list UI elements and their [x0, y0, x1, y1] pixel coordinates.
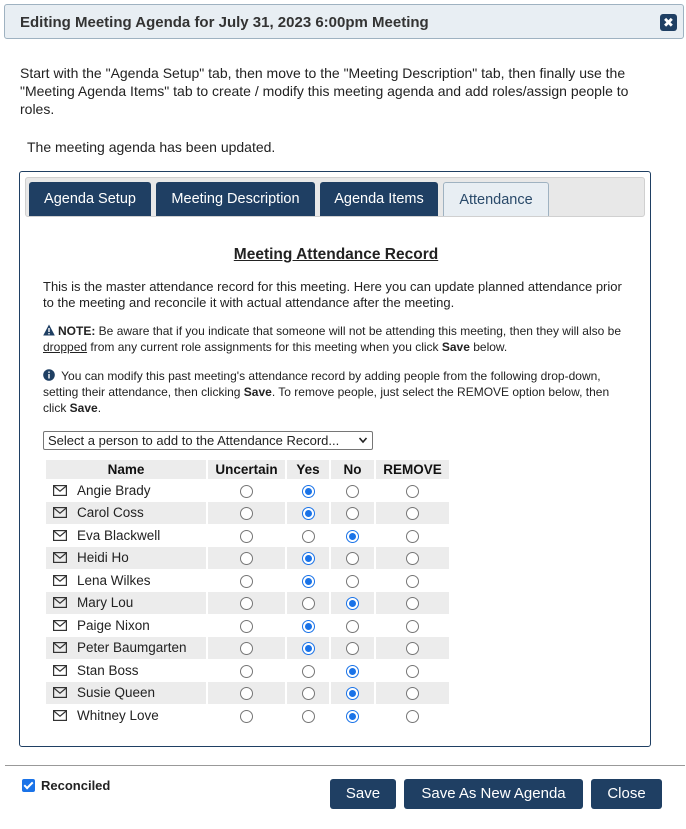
attendance-radio-remove[interactable]: [406, 552, 419, 565]
attendance-radio-no[interactable]: [346, 642, 359, 655]
radio-cell-yes: [287, 569, 329, 592]
attendance-radio-no[interactable]: [346, 575, 359, 588]
attendance-radio-uncertain[interactable]: [240, 485, 253, 498]
attendance-radio-uncertain[interactable]: [240, 530, 253, 543]
table-row: [46, 637, 449, 660]
attendance-radio-no[interactable]: [346, 530, 359, 543]
attendance-radio-uncertain[interactable]: [240, 642, 253, 655]
name-cell: [46, 547, 206, 570]
attendance-radio-yes[interactable]: [302, 665, 315, 678]
table-row: [46, 524, 449, 547]
radio-cell-yes: [287, 547, 329, 570]
person-name: Susie Queen: [77, 685, 156, 701]
close-button[interactable]: Close: [591, 779, 662, 809]
person-name: Heidi Ho: [77, 550, 129, 566]
person-name: Mary Lou: [77, 595, 134, 611]
chevron-down-icon: [358, 434, 368, 451]
attendance-radio-remove[interactable]: [406, 575, 419, 588]
radio-cell-yes: [287, 524, 329, 547]
radio-cell-remove: [376, 637, 449, 660]
save-button[interactable]: Save: [330, 779, 396, 809]
attendance-table: [44, 460, 451, 727]
table-row: [46, 682, 449, 705]
radio-cell-remove: [376, 479, 449, 502]
radio-cell-no: [331, 479, 374, 502]
save-as-new-agenda-button[interactable]: Save As New Agenda: [404, 779, 583, 809]
person-name: Angie Brady: [77, 482, 151, 498]
attendance-radio-uncertain[interactable]: [240, 552, 253, 565]
info-part: . To remove people, just select the REMOVE option below, then click: [43, 385, 610, 415]
radio-cell-uncertain: [208, 547, 285, 570]
column-header-name: Name: [46, 460, 206, 479]
radio-cell-remove: [376, 524, 449, 547]
attendance-radio-yes[interactable]: [302, 552, 315, 565]
mail-icon[interactable]: [53, 710, 67, 721]
name-cell: [46, 704, 206, 727]
mail-icon[interactable]: [53, 665, 67, 676]
table-row: [46, 704, 449, 727]
mail-icon[interactable]: [53, 552, 67, 563]
name-cell: [46, 502, 206, 525]
name-cell: [46, 569, 206, 592]
tab-attendance[interactable]: Attendance: [443, 182, 549, 216]
name-cell-content: [46, 550, 206, 565]
radio-cell-remove: [376, 502, 449, 525]
name-cell: [46, 637, 206, 660]
mail-icon[interactable]: [53, 620, 67, 631]
radio-cell-yes: [287, 682, 329, 705]
radio-cell-no: [331, 547, 374, 570]
name-cell-content: [46, 528, 206, 543]
attendance-radio-remove[interactable]: [406, 665, 419, 678]
attendance-radio-yes[interactable]: [302, 530, 315, 543]
column-header-yes: Yes: [287, 460, 329, 479]
attendance-radio-yes[interactable]: [302, 642, 315, 655]
tab-agenda-items[interactable]: Agenda Items: [320, 182, 438, 216]
name-cell-content: [46, 483, 206, 498]
attendance-radio-no[interactable]: [346, 552, 359, 565]
attendance-radio-yes[interactable]: [302, 687, 315, 700]
radio-cell-uncertain: [208, 479, 285, 502]
attendance-radio-uncertain[interactable]: [240, 687, 253, 700]
note-part: Be aware that if you indicate that someone will not be attending this meeting, then they will also be: [95, 324, 621, 338]
attendance-radio-uncertain[interactable]: [240, 620, 253, 633]
radio-cell-yes: [287, 479, 329, 502]
radio-cell-yes: [287, 637, 329, 660]
info-save-2: Save: [69, 401, 98, 415]
name-cell-content: [46, 618, 206, 633]
radio-cell-no: [331, 524, 374, 547]
attendance-radio-uncertain[interactable]: [240, 710, 253, 723]
attendance-radio-remove[interactable]: [406, 530, 419, 543]
attendance-radio-no[interactable]: [346, 687, 359, 700]
name-cell-content: [46, 685, 206, 700]
note-dropped: dropped: [43, 340, 88, 354]
footer-divider: [5, 765, 685, 766]
attendance-radio-no[interactable]: [346, 485, 359, 498]
info-part: You can modify this past meeting's attendance record by adding people from the following drop-down, setting their attendance, then clicking: [43, 369, 601, 399]
attendance-radio-remove[interactable]: [406, 620, 419, 633]
person-name: Eva Blackwell: [77, 527, 161, 543]
tab-bar: [25, 177, 645, 217]
radio-cell-uncertain: [208, 682, 285, 705]
dialog-title: Editing Meeting Agenda for July 31, 2023 6:00pm Meeting: [20, 14, 429, 31]
mail-icon[interactable]: [53, 642, 67, 653]
table-row: [46, 569, 449, 592]
attendance-radio-remove[interactable]: [406, 597, 419, 610]
radio-cell-remove: [376, 569, 449, 592]
radio-cell-yes: [287, 614, 329, 637]
person-name: Stan Boss: [77, 662, 139, 678]
attendance-radio-uncertain[interactable]: [240, 665, 253, 678]
tab-agenda-setup[interactable]: Agenda Setup: [29, 182, 151, 216]
table-row: [46, 502, 449, 525]
attendance-radio-no[interactable]: [346, 620, 359, 633]
table-header-row: [46, 460, 449, 479]
person-name: Lena Wilkes: [77, 572, 151, 588]
table-row: [46, 659, 449, 682]
name-cell-content: [46, 663, 206, 678]
name-cell: [46, 682, 206, 705]
add-person-select[interactable]: [43, 431, 373, 450]
radio-cell-remove: [376, 682, 449, 705]
mail-icon[interactable]: [53, 485, 67, 496]
mail-icon[interactable]: [53, 575, 67, 586]
info-save: Save: [243, 385, 272, 399]
intro-text: Start with the "Agenda Setup" tab, then move to the "Meeting Description" tab, then finally use the "Meeting Agenda Items" tab to create / modify this meeting agenda and add roles/assign people to roles.: [20, 65, 629, 117]
attendance-radio-no[interactable]: [346, 665, 359, 678]
mail-icon[interactable]: [53, 687, 67, 698]
mail-icon[interactable]: [53, 597, 67, 608]
tab-meeting-description[interactable]: Meeting Description: [156, 182, 315, 216]
info-text: [43, 368, 633, 416]
attendance-radio-uncertain[interactable]: [240, 507, 253, 520]
name-cell: [46, 592, 206, 615]
tab-panel: [19, 171, 651, 747]
attendance-radio-no[interactable]: [346, 597, 359, 610]
column-header-remove: REMOVE: [376, 460, 449, 479]
radio-cell-uncertain: [208, 614, 285, 637]
radio-cell-uncertain: [208, 569, 285, 592]
table-row: [46, 547, 449, 570]
radio-cell-yes: [287, 592, 329, 615]
name-cell: [46, 614, 206, 637]
name-cell-content: [46, 640, 206, 655]
name-cell: [46, 524, 206, 547]
table-row: [46, 592, 449, 615]
radio-cell-remove: [376, 614, 449, 637]
person-name: Carol Coss: [77, 505, 144, 521]
radio-cell-remove: [376, 704, 449, 727]
table-row: [46, 614, 449, 637]
radio-cell-no: [331, 502, 374, 525]
radio-cell-no: [331, 637, 374, 660]
radio-cell-remove: [376, 547, 449, 570]
reconciled-toggle[interactable]: [22, 778, 110, 793]
person-name: Peter Baumgarten: [77, 640, 187, 656]
radio-cell-uncertain: [208, 659, 285, 682]
attendance-radio-yes[interactable]: [302, 620, 315, 633]
reconciled-checkbox[interactable]: [22, 779, 35, 792]
radio-cell-no: [331, 592, 374, 615]
attendance-radio-yes[interactable]: [302, 575, 315, 588]
radio-cell-uncertain: [208, 524, 285, 547]
radio-cell-no: [331, 614, 374, 637]
radio-cell-remove: [376, 659, 449, 682]
radio-cell-no: [331, 569, 374, 592]
radio-cell-uncertain: [208, 704, 285, 727]
person-name: Paige Nixon: [77, 617, 150, 633]
info-icon: [43, 369, 55, 381]
reconciled-label: Reconciled: [41, 778, 111, 793]
attendance-radio-yes[interactable]: [302, 710, 315, 723]
table-row: [46, 479, 449, 502]
radio-cell-remove: [376, 592, 449, 615]
close-icon[interactable]: ✖: [660, 14, 677, 31]
radio-cell-no: [331, 659, 374, 682]
note-part: from any current role assignments for this meeting when you click: [87, 340, 442, 354]
note-save: Save: [441, 340, 470, 354]
note-part: below.: [469, 340, 508, 354]
attendance-radio-no[interactable]: [346, 710, 359, 723]
mail-icon[interactable]: [53, 530, 67, 541]
radio-cell-uncertain: [208, 502, 285, 525]
name-cell: [46, 659, 206, 682]
note-text: [43, 323, 633, 355]
attendance-heading: Meeting Attendance Record: [233, 246, 439, 263]
radio-cell-yes: [287, 704, 329, 727]
attendance-radio-remove[interactable]: [406, 710, 419, 723]
attendance-description: This is the master attendance record for this meeting. Here you can update planned attendance prior to the meeting and reconcile it with actual attendance after the meeting.: [43, 279, 622, 310]
attendance-radio-uncertain[interactable]: [240, 575, 253, 588]
attendance-radio-remove[interactable]: [406, 687, 419, 700]
name-cell-content: [46, 708, 206, 723]
name-cell-content: [46, 595, 206, 610]
status-message: The meeting agenda has been updated.: [27, 139, 276, 155]
info-part: .: [97, 401, 102, 415]
mail-icon[interactable]: [53, 507, 67, 518]
name-cell-content: [46, 505, 206, 520]
column-header-uncertain: Uncertain: [208, 460, 285, 479]
radio-cell-yes: [287, 502, 329, 525]
note-label: NOTE:: [58, 324, 96, 338]
name-cell: [46, 479, 206, 502]
attendance-radio-remove[interactable]: [406, 642, 419, 655]
attendance-radio-no[interactable]: [346, 507, 359, 520]
attendance-radio-uncertain[interactable]: [240, 597, 253, 610]
name-cell-content: [46, 573, 206, 588]
person-name: Whitney Love: [77, 707, 159, 723]
attendance-radio-remove[interactable]: [406, 507, 419, 520]
radio-cell-yes: [287, 659, 329, 682]
column-header-no: No: [331, 460, 374, 479]
attendance-radio-yes[interactable]: [302, 597, 315, 610]
select-value: Select a person to add to the Attendance Record...: [48, 433, 340, 448]
radio-cell-no: [331, 704, 374, 727]
attendance-radio-yes[interactable]: [302, 485, 315, 498]
dialog-titlebar: [4, 4, 684, 39]
radio-cell-uncertain: [208, 637, 285, 660]
warning-icon: [43, 324, 55, 336]
attendance-radio-yes[interactable]: [302, 507, 315, 520]
attendance-radio-remove[interactable]: [406, 485, 419, 498]
radio-cell-no: [331, 682, 374, 705]
radio-cell-uncertain: [208, 592, 285, 615]
